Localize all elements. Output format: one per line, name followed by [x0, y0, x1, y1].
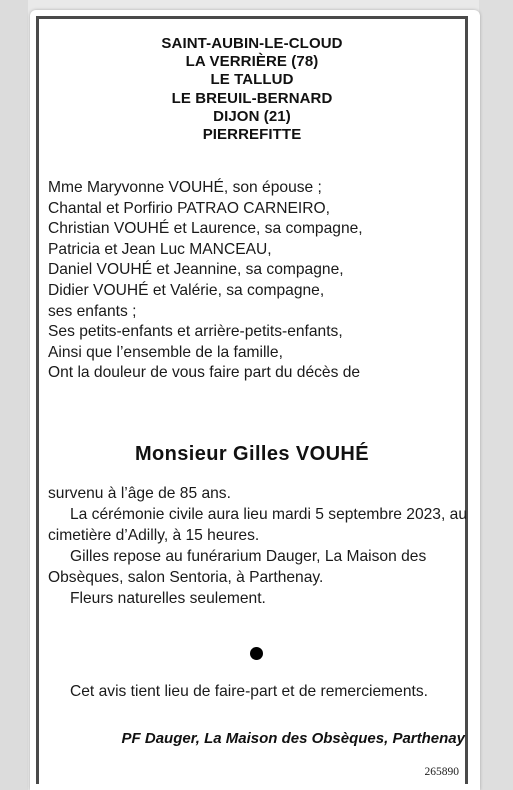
deceased-name: Monsieur Gilles VOUHÉ [134, 443, 369, 465]
closing-paragraph: Cet avis tient lieu de faire-part et de remerciements. [70, 683, 428, 700]
closing-section [48, 680, 469, 703]
family-line: Chantal et Porfirio PATRAO CARNEIRO, [48, 199, 330, 217]
family-line: Ont la douleur de vous faire part du décès de [48, 364, 361, 382]
place-line: LE BREUIL-BERNARD [171, 89, 333, 107]
place-line: LE TALLUD [210, 71, 294, 89]
family-line: Ainsi que l’ensemble de la famille, [48, 343, 283, 361]
page-background-right [479, 0, 513, 790]
obituary-card [30, 10, 480, 790]
reference-number: 265890 [424, 766, 459, 778]
ceremony-paragraph: La cérémonie civile aura lieu mardi 5 septembre 2023, au cimetière d’Adilly, à 15 heures. [48, 506, 467, 544]
family-line: Christian VOUHÉ et Laurence, sa compagne, [48, 220, 363, 238]
page-background-left [0, 0, 28, 790]
place-line: DIJON (21) [213, 107, 291, 125]
family-line: Ses petits-enfants et arrière-petits-enfants, [48, 323, 343, 341]
family-line: Didier VOUHÉ et Valérie, sa compagne, [48, 281, 325, 299]
bullet-separator-icon [250, 647, 263, 660]
family-line: Patricia et Jean Luc MANCEAU, [48, 240, 272, 258]
announcement-details [48, 483, 469, 609]
signature: PF Dauger, La Maison des Obsèques, Parthenay [121, 730, 465, 747]
flowers-paragraph: Fleurs naturelles seulement. [70, 590, 266, 607]
obituary-frame [36, 16, 468, 784]
place-line: SAINT-AUBIN-LE-CLOUD [161, 35, 343, 52]
funeral-home-paragraph: Gilles repose au funérarium Dauger, La Maison des Obsèques, salon Sentoria, à Parthenay. [48, 548, 427, 586]
place-line: PIERREFITTE [202, 126, 302, 144]
family-line: Mme Maryvonne VOUHÉ, son épouse ; [48, 179, 322, 196]
family-line: ses enfants ; [48, 302, 137, 320]
header-places [39, 35, 465, 144]
age-line: survenu à l’âge de 85 ans. [48, 485, 231, 502]
family-list [48, 178, 468, 384]
place-line: LA VERRIÈRE (78) [185, 53, 319, 71]
family-line: Daniel VOUHÉ et Jeannine, sa compagne, [48, 261, 344, 279]
